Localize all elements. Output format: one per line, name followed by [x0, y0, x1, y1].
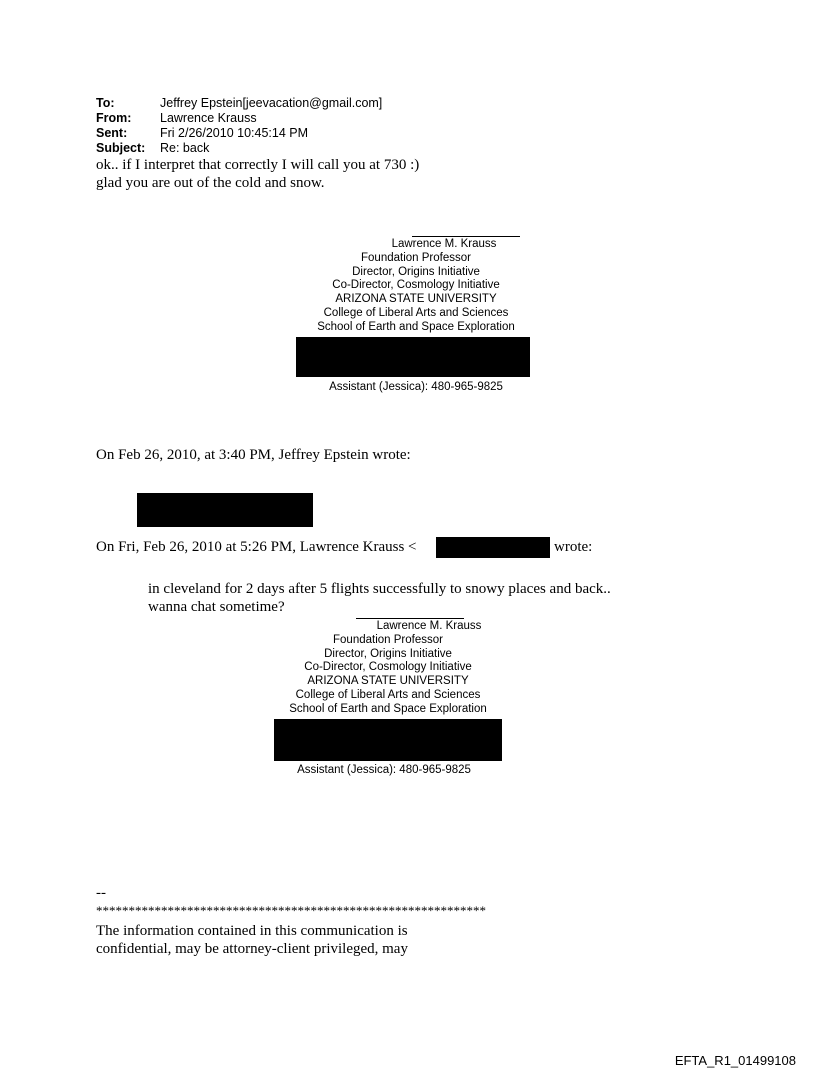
redaction-box: [274, 719, 502, 761]
document-id: EFTA_R1_01499108: [674, 1053, 796, 1068]
header-sent-row: [96, 126, 382, 141]
signature-title: Foundation Professor: [333, 633, 443, 646]
signature-school: School of Earth and Space Exploration: [317, 320, 515, 333]
signature-college: College of Liberal Arts and Sciences: [295, 688, 481, 701]
signature-title: Foundation Professor: [361, 251, 471, 264]
footer-dashes: --: [96, 885, 106, 901]
to-label: To:: [96, 96, 115, 110]
subject-label: Subject:: [96, 141, 146, 155]
signature-university: ARIZONA STATE UNIVERSITY: [307, 675, 469, 688]
quoted-message: [148, 580, 611, 616]
body-line-2: glad you are out of the cold and snow.: [96, 175, 325, 191]
sent-value: Fri 2/26/2010 10:45:14 PM: [160, 126, 309, 140]
from-value: Lawrence Krauss: [160, 111, 257, 125]
header-from-row: [96, 111, 382, 126]
krauss-wrote-line: [96, 538, 417, 556]
header-subject-row: [96, 141, 382, 156]
confidentiality-footer: [96, 884, 486, 958]
email-body: [96, 156, 419, 192]
signature-block-2: [268, 618, 508, 717]
signature-director: Director, Origins Initiative: [352, 265, 480, 278]
signature-codirector: Co-Director, Cosmology Initiative: [304, 661, 472, 674]
krauss-wrote-prefix: On Fri, Feb 26, 2010 at 5:26 PM, Lawrence Krauss <: [96, 539, 417, 555]
signature-rule: [412, 236, 520, 237]
quote-line-2: wanna chat sometime?: [148, 599, 285, 615]
signature-college: College of Liberal Arts and Sciences: [323, 306, 509, 319]
footer-line-1: The information contained in this communication is: [96, 923, 408, 939]
header-to-row: [96, 96, 382, 111]
subject-value: Re: back: [160, 141, 210, 155]
signature-rule: [356, 618, 464, 619]
footer-stars: ************************************************************: [96, 903, 486, 918]
footer-line-2: confidential, may be attorney-client privileged, may: [96, 941, 408, 957]
epstein-wrote-line: On Feb 26, 2010, at 3:40 PM, Jeffrey Epstein wrote:: [96, 447, 411, 463]
redaction-box: [296, 337, 530, 377]
body-line-1: ok.. if I interpret that correctly I will call you at 730 :): [96, 157, 420, 173]
signature-assistant: Assistant (Jessica): 480-965-9825: [329, 381, 503, 393]
redaction-box: [137, 493, 313, 527]
email-headers: [96, 96, 382, 156]
from-label: From:: [96, 111, 132, 125]
signature-school: School of Earth and Space Exploration: [289, 702, 487, 715]
signature-block-1: [296, 236, 536, 335]
krauss-wrote-suffix: wrote:: [554, 539, 593, 555]
quote-line-1: in cleveland for 2 days after 5 flights successfully to snowy places and back..: [148, 581, 611, 597]
signature-assistant: Assistant (Jessica): 480-965-9825: [297, 764, 471, 776]
signature-name: Lawrence M. Krauss: [391, 238, 497, 250]
signature-name: Lawrence M. Krauss: [376, 620, 482, 632]
signature-codirector: Co-Director, Cosmology Initiative: [332, 279, 500, 292]
to-value: Jeffrey Epstein[jeevacation@gmail.com]: [160, 96, 383, 110]
sent-label: Sent:: [96, 126, 128, 140]
signature-director: Director, Origins Initiative: [324, 647, 452, 660]
redaction-box: [436, 537, 550, 558]
signature-university: ARIZONA STATE UNIVERSITY: [335, 293, 497, 306]
